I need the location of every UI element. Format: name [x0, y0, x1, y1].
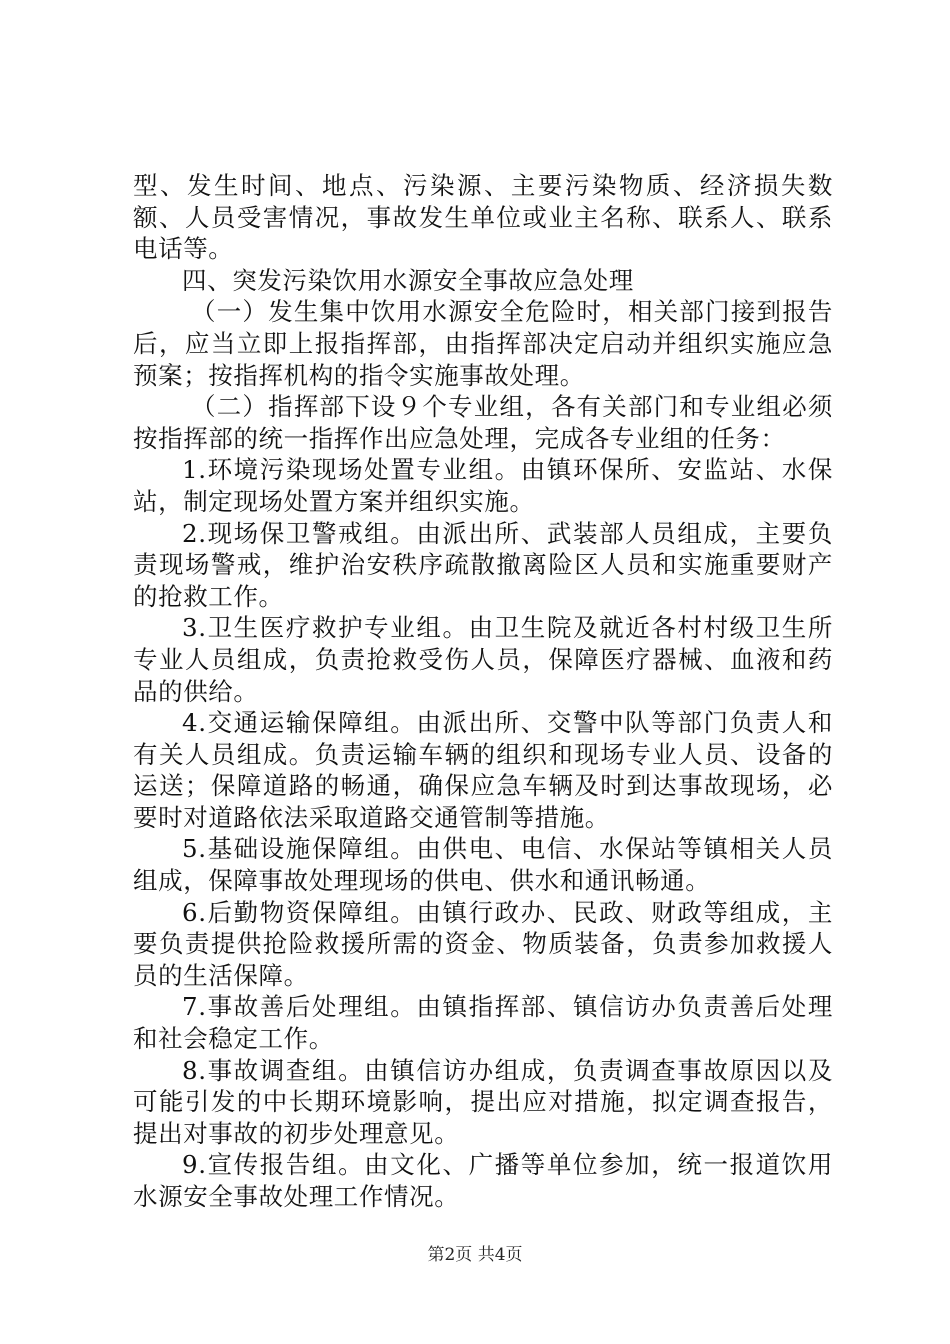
list-item: 7.事故善后处理组。由镇指挥部、镇信访办负责善后处理和社会稳定工作。	[133, 992, 833, 1054]
list-item: 5.基础设施保障组。由供电、电信、水保站等镇相关人员组成，保障事故处理现场的供电、供水和通讯畅通。	[133, 834, 833, 896]
page-number-footer: 第2页 共4页	[427, 1245, 523, 1265]
document-body	[133, 170, 833, 1213]
list-item: 8.事故调查组。由镇信访办组成，负责调查事故原因以及可能引发的中长期环境影响，提出应对措施，拟定调查报告，提出对事故的初步处理意见。	[133, 1055, 833, 1148]
list-item: 4.交通运输保障组。由派出所、交警中队等部门负责人和有关人员组成。负责运输车辆的组织和现场专业人员、设备的运送；保障道路的畅通，确保应急车辆及时到达事故现场，必要时对道路依法采取道路交通管制等措施。	[133, 708, 833, 832]
section-heading: 四、突发污染饮用水源安全事故应急处理	[182, 265, 634, 295]
list-item: 2.现场保卫警戒组。由派出所、武装部人员组成，主要负责现场警戒，维护治安秩序疏散撤离险区人员和实施重要财产的抢救工作。	[133, 518, 833, 611]
paragraph-continuation: 型、发生时间、地点、污染源、主要污染物质、经济损失数额、人员受害情况，事故发生单位或业主名称、联系人、联系电话等。	[133, 171, 833, 264]
list-item: 1.环境污染现场处置专业组。由镇环保所、安监站、水保站，制定现场处置方案并组织实施。	[133, 455, 833, 516]
list-item: 3.卫生医疗救护专业组。由卫生院及就近各村村级卫生所专业人员组成，负责抢救受伤人员，保障医疗器械、血液和药品的供给。	[133, 613, 833, 706]
paragraph-item-1: （一）发生集中饮用水源安全危险时，相关部门接到报告后，应当立即上报指挥部，由指挥部决定启动并组织实施应急预案；按指挥机构的指令实施事故处理。	[133, 297, 833, 390]
paragraph-item-2: （二）指挥部下设９个专业组，各有关部门和专业组必须按指挥部的统一指挥作出应急处理，完成各专业组的任务：	[133, 392, 833, 453]
list-item: 9.宣传报告组。由文化、广播等单位参加，统一报道饮用水源安全事故处理工作情况。	[133, 1150, 833, 1211]
list-item: 6.后勤物资保障组。由镇行政办、民政、财政等组成，主要负责提供抢险救援所需的资金、物质装备，负责参加救援人员的生活保障。	[133, 897, 833, 990]
